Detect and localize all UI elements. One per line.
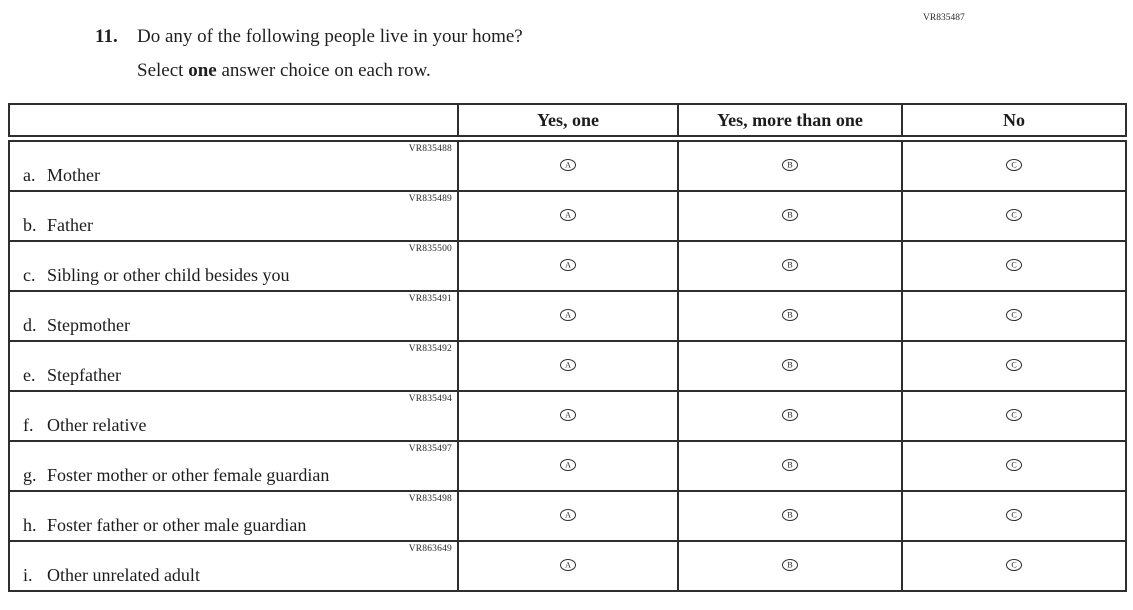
bubble-letter: C xyxy=(1011,560,1017,570)
bubble-letter: A xyxy=(565,510,571,520)
table-row xyxy=(9,291,1126,341)
bubble-cell xyxy=(902,291,1126,341)
bubble-letter: A xyxy=(565,410,571,420)
answer-bubble-a[interactable] xyxy=(560,309,576,321)
answer-bubble-a[interactable] xyxy=(560,359,576,371)
answer-bubble-c[interactable] xyxy=(1006,359,1022,371)
row-letter: d. xyxy=(23,315,37,335)
answer-bubble-c[interactable] xyxy=(1006,459,1022,471)
answer-bubble-c[interactable] xyxy=(1006,409,1022,421)
bubble-cell xyxy=(458,441,678,491)
row-code: VR863649 xyxy=(408,544,452,554)
bubble-letter: B xyxy=(787,510,793,520)
bubble-letter: B xyxy=(787,460,793,470)
table-row xyxy=(9,491,1126,541)
bubble-cell xyxy=(458,491,678,541)
row-label-cell xyxy=(9,241,458,291)
row-label-cell xyxy=(9,541,458,591)
bubble-letter: C xyxy=(1011,460,1017,470)
bubble-letter: B xyxy=(787,260,793,270)
row-letter: f. xyxy=(23,415,34,435)
row-label-text: Foster mother or other female guardian xyxy=(47,465,330,485)
row-code: VR835488 xyxy=(408,144,452,154)
bubble-letter: C xyxy=(1011,210,1017,220)
answer-bubble-c[interactable] xyxy=(1006,509,1022,521)
bubble-cell xyxy=(902,541,1126,591)
row-code: VR835489 xyxy=(408,194,452,204)
row-label-text: Other unrelated adult xyxy=(47,565,200,585)
row-label-cell xyxy=(9,291,458,341)
answer-bubble-a[interactable] xyxy=(560,159,576,171)
bubble-letter: A xyxy=(565,260,571,270)
answer-bubble-c[interactable] xyxy=(1006,559,1022,571)
column-header-yes-more-than-one: Yes, more than one xyxy=(678,104,902,139)
instruction-prefix: Select xyxy=(137,60,189,81)
row-label-text: Mother xyxy=(47,165,100,185)
bubble-cell xyxy=(678,341,902,391)
bubble-cell xyxy=(458,291,678,341)
bubble-letter: B xyxy=(787,160,793,170)
header-row xyxy=(9,104,1126,139)
row-code: VR835498 xyxy=(408,494,452,504)
bubble-cell xyxy=(458,241,678,291)
row-label-text: Foster father or other male guardian xyxy=(47,515,307,535)
bubble-cell xyxy=(678,191,902,241)
instruction-suffix: answer choice on each row. xyxy=(216,60,431,81)
answer-bubble-c[interactable] xyxy=(1006,209,1022,221)
row-label xyxy=(23,315,130,336)
row-label-text: Father xyxy=(47,215,93,235)
row-label xyxy=(23,565,200,586)
row-label-cell xyxy=(9,391,458,441)
bubble-cell xyxy=(902,441,1126,491)
bubble-cell xyxy=(902,341,1126,391)
bubble-cell xyxy=(678,541,902,591)
table-row xyxy=(9,191,1126,241)
table-row xyxy=(9,139,1126,192)
answer-bubble-a[interactable] xyxy=(560,409,576,421)
bubble-cell xyxy=(678,391,902,441)
bubble-letter: C xyxy=(1011,260,1017,270)
bubble-cell xyxy=(458,191,678,241)
bubble-cell xyxy=(902,391,1126,441)
answer-bubble-b[interactable] xyxy=(782,509,798,521)
bubble-cell xyxy=(678,441,902,491)
bubble-letter: B xyxy=(787,310,793,320)
answer-bubble-a[interactable] xyxy=(560,209,576,221)
answer-bubble-a[interactable] xyxy=(560,259,576,271)
bubble-letter: A xyxy=(565,210,571,220)
row-label xyxy=(23,215,93,236)
bubble-letter: A xyxy=(565,360,571,370)
row-label-cell xyxy=(9,441,458,491)
bubble-letter: B xyxy=(787,210,793,220)
bubble-letter: A xyxy=(565,460,571,470)
row-letter: h. xyxy=(23,515,37,535)
column-header-no: No xyxy=(902,104,1126,139)
row-label-text: Stepmother xyxy=(47,315,130,335)
row-letter: b. xyxy=(23,215,37,235)
row-label xyxy=(23,515,306,536)
bubble-cell xyxy=(458,139,678,192)
question-block xyxy=(95,27,523,80)
row-code: VR835491 xyxy=(408,294,452,304)
row-code: VR835500 xyxy=(408,244,452,254)
row-label xyxy=(23,265,289,286)
answer-bubble-a[interactable] xyxy=(560,459,576,471)
bubble-cell xyxy=(678,241,902,291)
row-label xyxy=(23,415,146,436)
answer-bubble-c[interactable] xyxy=(1006,309,1022,321)
bubble-letter: C xyxy=(1011,410,1017,420)
bubble-cell xyxy=(902,241,1126,291)
row-label-cell xyxy=(9,341,458,391)
answer-bubble-b[interactable] xyxy=(782,559,798,571)
row-letter: c. xyxy=(23,265,36,285)
instruction-bold: one xyxy=(188,60,217,81)
answer-bubble-c[interactable] xyxy=(1006,159,1022,171)
answer-bubble-a[interactable] xyxy=(560,509,576,521)
bubble-cell xyxy=(458,341,678,391)
question-instruction xyxy=(137,61,523,80)
row-code: VR835494 xyxy=(408,394,452,404)
row-label xyxy=(23,165,100,186)
table-row xyxy=(9,391,1126,441)
answer-bubble-b[interactable] xyxy=(782,209,798,221)
bubble-letter: C xyxy=(1011,310,1017,320)
bubble-cell xyxy=(902,491,1126,541)
bubble-cell xyxy=(678,491,902,541)
row-label xyxy=(23,465,329,486)
bubble-letter: B xyxy=(787,560,793,570)
row-letter: a. xyxy=(23,165,36,185)
bubble-cell xyxy=(678,139,902,192)
bubble-letter: A xyxy=(565,560,571,570)
table-row xyxy=(9,241,1126,291)
question-text: Do any of the following people live in your home? xyxy=(137,26,523,47)
row-code: VR835492 xyxy=(408,344,452,354)
answer-bubble-b[interactable] xyxy=(782,309,798,321)
bubble-cell xyxy=(678,291,902,341)
row-label-text: Other relative xyxy=(47,415,147,435)
bubble-letter: B xyxy=(787,410,793,420)
answer-bubble-a[interactable] xyxy=(560,559,576,571)
row-label-cell xyxy=(9,139,458,192)
answer-bubble-b[interactable] xyxy=(782,359,798,371)
table-row xyxy=(9,341,1126,391)
row-label xyxy=(23,365,121,386)
bubble-letter: A xyxy=(565,310,571,320)
bubble-letter: C xyxy=(1011,360,1017,370)
bubble-cell xyxy=(458,541,678,591)
answer-bubble-c[interactable] xyxy=(1006,259,1022,271)
table-row xyxy=(9,541,1126,591)
row-code: VR835497 xyxy=(408,444,452,454)
row-label-text: Stepfather xyxy=(47,365,121,385)
bubble-letter: C xyxy=(1011,510,1017,520)
bubble-cell xyxy=(458,391,678,441)
bubble-cell xyxy=(902,139,1126,192)
row-letter: e. xyxy=(23,365,36,385)
answer-bubble-b[interactable] xyxy=(782,159,798,171)
answer-bubble-b[interactable] xyxy=(782,459,798,471)
row-letter: i. xyxy=(23,565,33,585)
bubble-letter: C xyxy=(1011,160,1017,170)
row-letter: g. xyxy=(23,465,37,485)
response-grid xyxy=(8,103,1127,592)
answer-bubble-b[interactable] xyxy=(782,259,798,271)
row-label-cell xyxy=(9,491,458,541)
bubble-cell xyxy=(902,191,1126,241)
bubble-letter: A xyxy=(565,160,571,170)
form-code: VR835487 xyxy=(923,13,965,23)
question-number: 11. xyxy=(95,26,118,47)
row-label-cell xyxy=(9,191,458,241)
header-empty-cell xyxy=(9,104,458,139)
row-label-text: Sibling or other child besides you xyxy=(47,265,290,285)
answer-bubble-b[interactable] xyxy=(782,409,798,421)
bubble-letter: B xyxy=(787,360,793,370)
table-row xyxy=(9,441,1126,491)
column-header-yes-one: Yes, one xyxy=(458,104,678,139)
